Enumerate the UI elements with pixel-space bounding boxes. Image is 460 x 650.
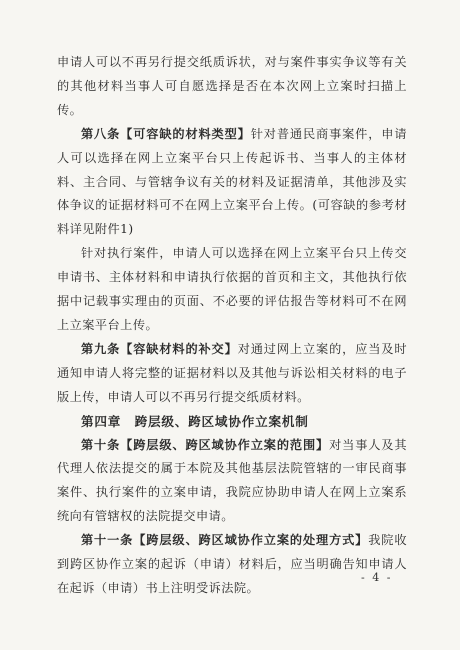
page-number: - 4 -	[361, 571, 393, 584]
article-8-text: 针对普通民商事案件，申请人可以选择在网上立案平台只上传起诉书、当事人的主体材料、主合同、与管辖争议有关的材料及证据清单，其他涉及实体争议的证据材料可不在网上立案平台上传。(可容缺的参考材料详见附件1)	[57, 126, 407, 237]
article-11-heading: 第十一条【跨层级、跨区域协作立案的处理方式】	[81, 533, 369, 548]
chapter-heading: 第四章 跨层级、跨区域协作立案机制	[81, 413, 309, 429]
article-10-heading: 第十条【跨层级、跨区域协作立案的范围】	[81, 437, 330, 452]
paragraph-execution-cases: 针对执行案件，申请人可以选择在网上立案平台只上传交申请书、主体材料和申请执行依据的首页和主文，其他执行依据中记载事实理由的页面、不必要的评估报告等材料可不在网上立案平台上传。	[57, 246, 407, 332]
paragraph-continued: 申请人可以不再另行提交纸质诉状，对与案件事实争议等有关的其他材料当事人可自愿选择是否在本次网上立案时扫描上传。	[57, 55, 407, 117]
article-8-heading: 第八条【可容缺的材料类型】	[81, 126, 251, 141]
article-11-text: 我院收到跨区协作立案的起诉（申请）材料后，应当明确告知申请人在起诉（申请）书上注明受诉法院。	[57, 533, 407, 595]
article-9	[57, 338, 407, 410]
article-9-text: 对通过网上立案的，应当及时通知申请人将完整的证据材料以及其他与诉讼相关材料的电子版上传，申请人可以不再另行提交纸质材料。	[57, 341, 407, 404]
document-body	[57, 51, 407, 601]
article-8	[57, 123, 407, 243]
article-9-heading: 第九条【容缺材料的补交】	[81, 341, 238, 356]
article-10-text: 对当事人及其代理人依法提交的属于本院及其他基层法院管辖的一审民商事案件、执行案件的立案申请，我院应协助申请人在网上立案系统向有管辖权的法院提交申请。	[57, 437, 407, 524]
article-11	[57, 529, 407, 601]
article-10	[57, 434, 407, 530]
